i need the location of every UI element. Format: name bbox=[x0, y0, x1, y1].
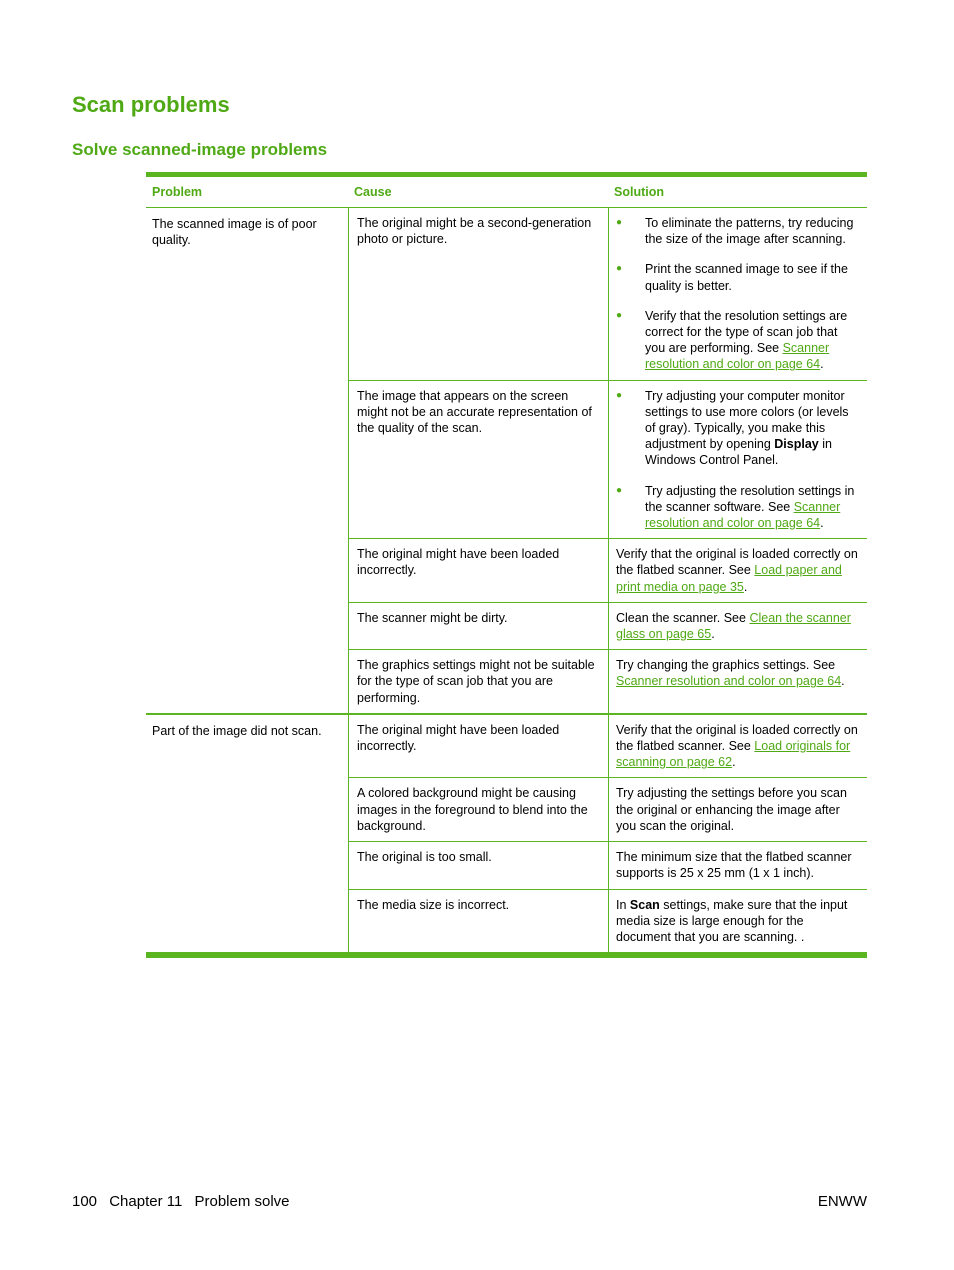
table-row bbox=[348, 381, 867, 540]
header-solution: Solution bbox=[614, 184, 664, 199]
cause-cell: A colored background might be causing images in the foreground to blend into the background. bbox=[348, 778, 608, 841]
problem-cell: The scanned image is of poor quality. bbox=[152, 217, 317, 248]
table-row bbox=[348, 715, 867, 779]
table-row bbox=[348, 890, 867, 953]
table-row bbox=[348, 539, 867, 603]
page-footer-left bbox=[72, 1193, 298, 1210]
solution-cell: Try adjusting the settings before you scan the original or enhancing the image after you scan the original. bbox=[608, 778, 867, 841]
solution-cell: Try changing the graphics settings. See Scanner resolution and color on page 64. bbox=[608, 650, 867, 713]
table-row bbox=[348, 842, 867, 889]
page-number: 100 bbox=[72, 1193, 98, 1210]
problem-group-poor-quality bbox=[146, 208, 867, 715]
cause-cell: The media size is incorrect. bbox=[348, 890, 608, 953]
bullet-icon: ● bbox=[616, 263, 623, 275]
scanner-resolution-link[interactable]: Scanner resolution and color on page 64 bbox=[645, 341, 830, 372]
solution-cell: The minimum size that the flatbed scanner supports is 25 x 25 mm (1 x 1 inch). bbox=[608, 842, 867, 888]
load-paper-link[interactable]: Load paper and print media on page 35 bbox=[616, 563, 842, 594]
table-row bbox=[348, 603, 867, 650]
edition-label: ENWW bbox=[817, 1193, 867, 1210]
problem-group-partial-scan bbox=[146, 715, 867, 954]
cause-cell: The graphics settings might not be suitable for the type of scan job that you are performing. bbox=[348, 650, 608, 713]
cause-cell: The scanner might be dirty. bbox=[348, 603, 608, 649]
table-row bbox=[348, 208, 867, 381]
bullet-icon: ● bbox=[616, 484, 623, 496]
solution-cell: In Scan settings, make sure that the input media size is large enough for the document that you are scanning. . bbox=[608, 890, 867, 953]
table-bottom-rule bbox=[146, 954, 867, 958]
chapter-label: Chapter 11 bbox=[109, 1193, 183, 1210]
section-title: Scan problems bbox=[72, 92, 230, 117]
cause-cell: The original is too small. bbox=[348, 842, 608, 888]
cause-cell: The original might be a second-generation photo or picture. bbox=[348, 208, 608, 380]
solution-cell: Verify that the original is loaded correctly on the flatbed scanner. See Load paper and print media on page 35. bbox=[608, 539, 867, 602]
solution-cell bbox=[608, 381, 867, 539]
scanner-resolution-link[interactable]: Scanner resolution and color on page 64 bbox=[645, 499, 841, 531]
solution-cell bbox=[608, 208, 867, 380]
chapter-title: Problem solve bbox=[194, 1193, 290, 1210]
bullet-item: ● Try adjusting your computer monitor settings to use more colors (or levels of gray). Typically, you make this adjustment by opening Display in Windows Control Panel. bbox=[616, 388, 849, 468]
solution-cell: Verify that the original is loaded correctly on the flatbed scanner. See Load originals for scanning on page 62. bbox=[608, 715, 867, 778]
problems-table bbox=[146, 172, 867, 958]
cause-cell: The original might have been loaded incorrectly. bbox=[348, 715, 608, 778]
clean-scanner-glass-link[interactable]: Clean the scanner glass on page 65 bbox=[616, 610, 851, 642]
table-header bbox=[146, 177, 867, 208]
problem-cell: Part of the image did not scan. bbox=[152, 723, 322, 738]
bullet-item: ● Verify that the resolution settings are correct for the type of scan job that you are performing. See Scanner resolution and color on page 64. bbox=[616, 308, 848, 372]
bullet-icon: ● bbox=[616, 309, 623, 321]
header-cause: Cause bbox=[354, 184, 392, 199]
bullet-item: ● Try adjusting the resolution settings in the scanner software. See Scanner resolution and color on page 64. bbox=[616, 483, 855, 531]
cause-cell: The original might have been loaded incorrectly. bbox=[348, 539, 608, 602]
bullet-item: ● Print the scanned image to see if the quality is better. bbox=[616, 262, 848, 293]
scanner-resolution-link[interactable]: Scanner resolution and color on page 64 bbox=[616, 674, 842, 689]
cause-cell: The image that appears on the screen might not be an accurate representation of the quality of the scan. bbox=[348, 381, 608, 539]
solution-cell: Clean the scanner. See Clean the scanner glass on page 65. bbox=[608, 603, 867, 649]
bullet-icon: ● bbox=[616, 389, 623, 401]
header-problem: Problem bbox=[152, 184, 203, 199]
table-row bbox=[348, 778, 867, 842]
subsection-title: Solve scanned-image problems bbox=[72, 140, 328, 159]
bullet-icon: ● bbox=[616, 217, 623, 228]
load-originals-link[interactable]: Load originals for scanning on page 62 bbox=[616, 739, 851, 770]
table-row bbox=[348, 650, 867, 713]
bullet-item: ● To eliminate the patterns, try reducing the size of the image after scanning. bbox=[616, 216, 854, 247]
